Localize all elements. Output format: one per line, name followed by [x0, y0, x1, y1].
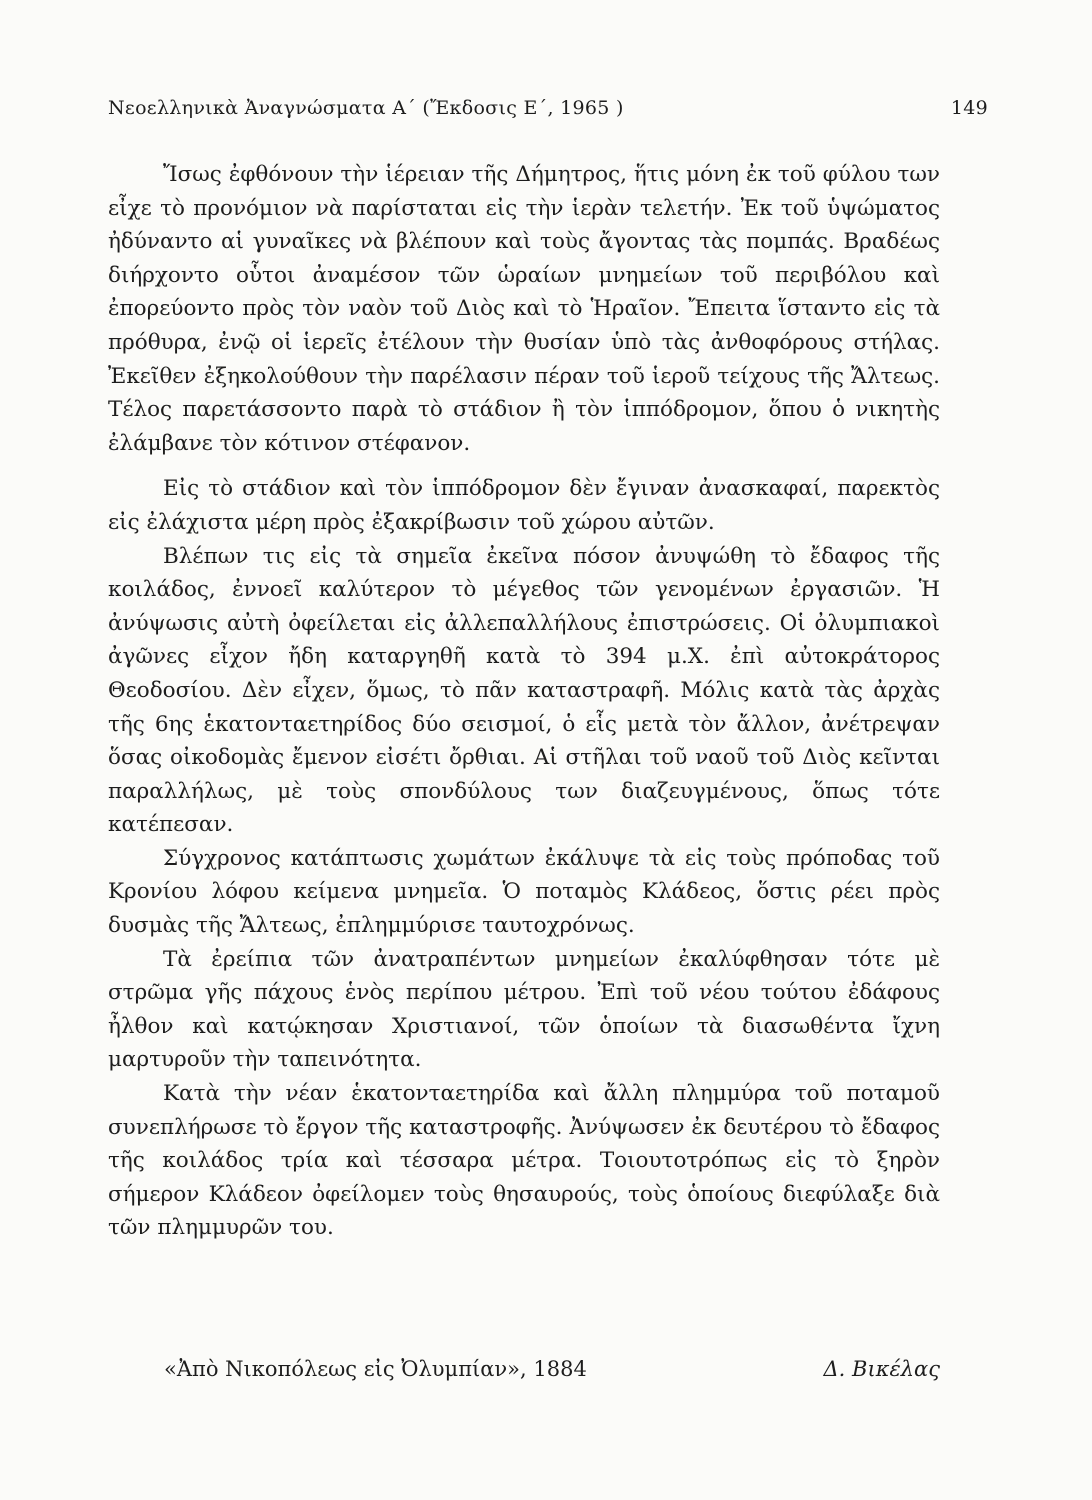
- paragraph-6: Κατὰ τὴν νέαν ἑκατονταετηρίδα καὶ ἄλλη πλημμύρα τοῦ ποταμοῦ συνεπλήρωσε τὸ ἔργον τῆς καταστροφῆς. Ἀνύψωσεν ἐκ δευτέρου τὸ ἔδαφος τῆς κοιλάδος τρία καὶ τέσσαρα μέτρα. Τοιουτοτρόπως εἰς τὸ ξηρὸν σήμερον Κλάδεον ὀφείλομεν τοὺς θησαυρούς, τοὺς ὁποίους διεφύλαξε διὰ τῶν πλημμυρῶν του.: [108, 1081, 940, 1241]
- page-number: 149: [950, 97, 988, 119]
- header-title: Νεοελληνικὰ Ἀναγνώσματα Α΄ (Ἔκδοσις Ε΄, 1965 ): [108, 97, 624, 119]
- paragraph-2: Εἰς τὸ στάδιον καὶ τὸν ἱππόδρομον δὲν ἔγιναν ἀνασκαφαί, παρεκτὸς εἰς ἐλάχιστα μέρη πρὸς ἐξακρίβωσιν τοῦ χώρου αὐτῶν.: [108, 476, 940, 535]
- paragraph-3: Βλέπων τις εἰς τὰ σημεῖα ἐκεῖνα πόσον ἀνυψώθη τὸ ἔδαφος τῆς κοιλάδος, ἐννοεῖ καλύτερον τὸ μέγεθος τῶν γενομένων ἐργασιῶν. Ἡ ἀνύψωσις αὐτὴ ὀφείλεται εἰς ἀλλεπαλλήλους ἐπιστρώσεις. Οἱ ὀλυμπιακοὶ ἀγῶνες εἶχον ἤδη καταργηθῆ κατὰ τὸ 394 μ.Χ. ἐπὶ αὐτοκράτορος Θεοδοσίου. Δὲν εἶχεν, ὅμως, τὸ πᾶν καταστραφῆ. Μόλις κατὰ τὰς ἀρχὰς τῆς 6ης ἑκατονταετηρίδος δύο σεισμοί, ὁ εἷς μετὰ τὸν ἄλλον, ἀνέτρεψαν ὅσας οἰκοδομὰς ἔμενον εἰσέτι ὄρθιαι. Αἱ στῆλαι τοῦ ναοῦ τοῦ Διὸς κεῖνται παραλλήλως, μὲ τοὺς σπονδύλους των διαζευγμένους, ὅπως τότε κατέπεσαν.: [108, 543, 940, 838]
- body-text: [108, 158, 940, 1245]
- source-attribution: [164, 1357, 940, 1381]
- running-header: [108, 97, 988, 119]
- paragraph-4: Σύγχρονος κατάπτωσις χωμάτων ἐκάλυψε τὰ εἰς τοὺς πρόποδας τοῦ Κρονίου λόφου κείμενα μνημεῖα. Ὁ ποταμὸς Κλάδεος, ὅστις ρέει πρὸς δυσμὰς τῆς Ἄλτεως, ἐπλημμύρισε ταυτοχρόνως.: [108, 845, 940, 939]
- paragraph-5: Τὰ ἐρείπια τῶν ἀνατραπέντων μνημείων ἐκαλύφθησαν τότε μὲ στρῶμα γῆς πάχους ἑνὸς περίπου μέτρου. Ἐπὶ τοῦ νέου τούτου ἐδάφους ἦλθον καὶ κατῴκησαν Χριστιανοί, τῶν ὁποίων τὰ διασωθέντα ἴχνη μαρτυροῦν τὴν ταπεινότητα.: [108, 946, 940, 1073]
- paragraph-1: Ἴσως ἐφθόνουν τὴν ἱέρειαν τῆς Δήμητρος, ἥτις μόνη ἐκ τοῦ φύλου των εἶχε τὸ προνόμιον νὰ παρίσταται εἰς τὴν ἱερὰν τελετήν. Ἐκ τοῦ ὑψώματος ἠδύναντο αἱ γυναῖκες νὰ βλέπουν καὶ τοὺς ἄγοντας τὰς πομπάς. Βραδέως διήρχοντο οὗτοι ἀναμέσον τῶν ὡραίων μνημείων τοῦ περιβόλου καὶ ἐπορεύοντο πρὸς τὸν ναὸν τοῦ Διὸς καὶ τὸ Ἡραῖον. Ἔπειτα ἵσταντο εἰς τὰ πρόθυρα, ἐνῷ οἱ ἱερεῖς ἐτέλουν τὴν θυσίαν ὑπὸ τὰς ἀνθοφόρους στήλας. Ἐκεῖθεν ἐξηκολούθουν τὴν παρέλασιν πέραν τοῦ ἱεροῦ τείχους τῆς Ἄλτεως. Τέλος παρετάσσοντο παρὰ τὸ στάδιον ἢ τὸν ἱππόδρομον, ὅπου ὁ νικητὴς ἐλάμβανε τὸν κότινον στέφανον.: [108, 162, 940, 456]
- source-citation: «Ἀπὸ Νικοπόλεως εἰς Ὀλυμπίαν», 1884: [164, 1357, 587, 1381]
- author-name: Δ. Βικέλας: [823, 1357, 940, 1381]
